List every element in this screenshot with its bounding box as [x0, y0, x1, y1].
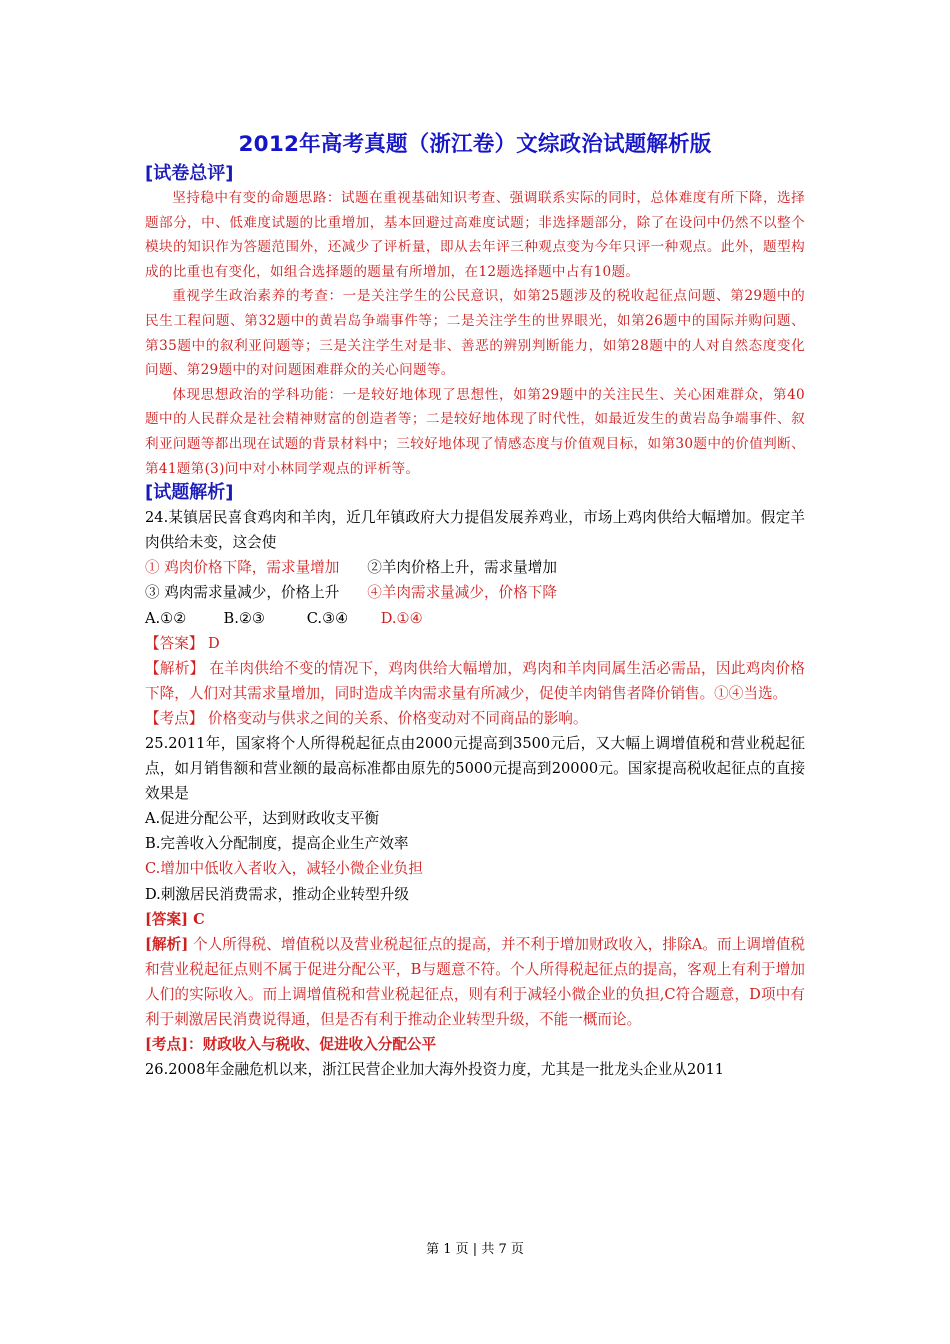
option-row	[145, 580, 805, 605]
option-3: ③ 鸡肉需求量减少，价格上升	[145, 584, 340, 602]
key-point-label: [考点]：	[145, 1036, 203, 1054]
option-2: ②羊肉价格上升，需求量增加	[367, 559, 557, 577]
choice-c: C.③④	[306, 609, 349, 627]
review-section	[145, 186, 805, 481]
analysis-heading: [试题解析]	[145, 482, 234, 504]
answer-label: [答案]	[145, 910, 188, 928]
question-26	[145, 1057, 805, 1082]
key-point	[145, 1032, 805, 1057]
answer-label: 【答案】	[145, 634, 204, 652]
answer-value: C	[193, 910, 205, 928]
choice-row	[145, 606, 805, 631]
page-title: 2012年高考真题（浙江卷）文综政治试题解析版	[238, 132, 712, 157]
review-heading: [试卷总评]	[145, 163, 234, 184]
option-4: ④羊肉需求量减少，价格下降	[367, 584, 557, 602]
key-point-text: 价格变动与供求之间的关系、价格变动对不同商品的影响。	[208, 709, 588, 727]
option-d: D.刺激居民消费需求，推动企业转型升级	[145, 885, 409, 903]
option-c: C.增加中低收入者收入，减轻小微企业负担	[145, 860, 423, 878]
option-b: B.完善收入分配制度，提高企业生产效率	[145, 835, 409, 853]
key-point-label: 【考点】	[145, 709, 204, 727]
choice-d: D.①④	[380, 609, 423, 627]
explanation-text: 在羊肉供给不变的情况下，鸡肉供给大幅增加，鸡肉和羊肉同属生活必需品，因此鸡肉价格下降，人们对其需求量增加，同时造成羊肉需求量有所减少，促使羊肉销售者降价销售。①④当选。	[145, 659, 805, 702]
explanation-label: 【解析】	[145, 659, 205, 677]
review-paragraph-3: 体现思想政治的学科功能：一是较好地体现了思想性，如第29题中的关注民生、关心困难群众，第40题中的人民群众是社会精神财富的创造者等；二是较好地体现了时代性，如最近发生的黄岩岛争端事件、叙利亚问题等都出现在试题的背景材料中；三较好地体现了情感态度与价值观目标，如第30题中的价值判断、第41题第(3)问中对小林同学观点的评析等。	[145, 386, 805, 477]
review-paragraph-1: 坚持稳中有变的命题思路：试题在重视基础知识考查、强调联系实际的同时，总体难度有所下降，选择题部分，中、低难度试题的比重增加，基本回避过高难度试题；非选择题部分，除了在设问中仍然不以整个模块的知识作为答题范围外，还减少了评析量，即从去年评三种观点变为今年只评一种观点。此外，题型构成的比重也有变化，如组合选择题的题量有所增加，在12题选择题中占有10题。	[145, 190, 805, 280]
answer-line	[145, 631, 805, 656]
page-footer: 第 1 页 | 共 7 页	[426, 1242, 524, 1257]
question-stem: 24.某镇居民喜食鸡肉和羊肉，近几年镇政府大力提倡发展养鸡业，市场上鸡肉供给大幅增加。假定羊肉供给未变，这会使	[145, 509, 805, 552]
review-paragraph-2: 重视学生政治素养的考查：一是关注学生的公民意识，如第25题涉及的税收起征点问题、第29题中的民生工程问题、第32题中的黄岩岛争端事件等；二是关注学生的世界眼光，如第26题中的国际并购问题、第35题中的叙利亚问题等；三是关注学生对是非、善恶的辨别判断能力，如第28题中的人对自然态度变化问题、第29题中的对问题困难群众的关心问题等。	[145, 288, 805, 379]
explanation-text: 个人所得税、增值税以及营业税起征点的提高，并不利于增加财政收入，排除A。而上调增值税和营业税起征点则不属于促进分配公平，B与题意不符。个人所得税起征点的提高，客观上有利于增加人们的实际收入。而上调增值税和营业税起征点，则有利于减轻小微企业的负担,C符合题意，D项中有利于刺激居民消费说得通，但是否有利于推动企业转型升级，不能一概而论。	[145, 935, 806, 1028]
option-1: ① 鸡肉价格下降，需求量增加	[145, 559, 340, 577]
key-point	[145, 706, 805, 731]
question-stem: 26.2008年金融危机以来，浙江民营企业加大海外投资力度，尤其是一批龙头企业从2011	[145, 1061, 725, 1079]
question-24	[145, 505, 805, 731]
explanation-label: [解析]	[145, 935, 189, 953]
explanation	[145, 932, 805, 1032]
answer-line	[145, 907, 805, 932]
option-a: A.促进分配公平，达到财政收支平衡	[145, 810, 380, 828]
question-stem: 25.2011年，国家将个人所得税起征点由2000元提高到3500元后，又大幅上调增值税和营业税起征点，如月销售额和营业额的最高标准都由原先的5000元提高到20000元。国家提高税收起征点的直接效果是	[145, 734, 805, 803]
question-25	[145, 731, 805, 1057]
page-content	[145, 130, 805, 1082]
choice-b: B.②③	[223, 609, 266, 627]
option-row	[145, 555, 805, 580]
answer-value: D	[208, 634, 220, 652]
explanation	[145, 656, 805, 706]
key-point-text: 财政收入与税收、促进收入分配公平	[202, 1036, 437, 1054]
choice-a: A.①②	[145, 609, 187, 627]
